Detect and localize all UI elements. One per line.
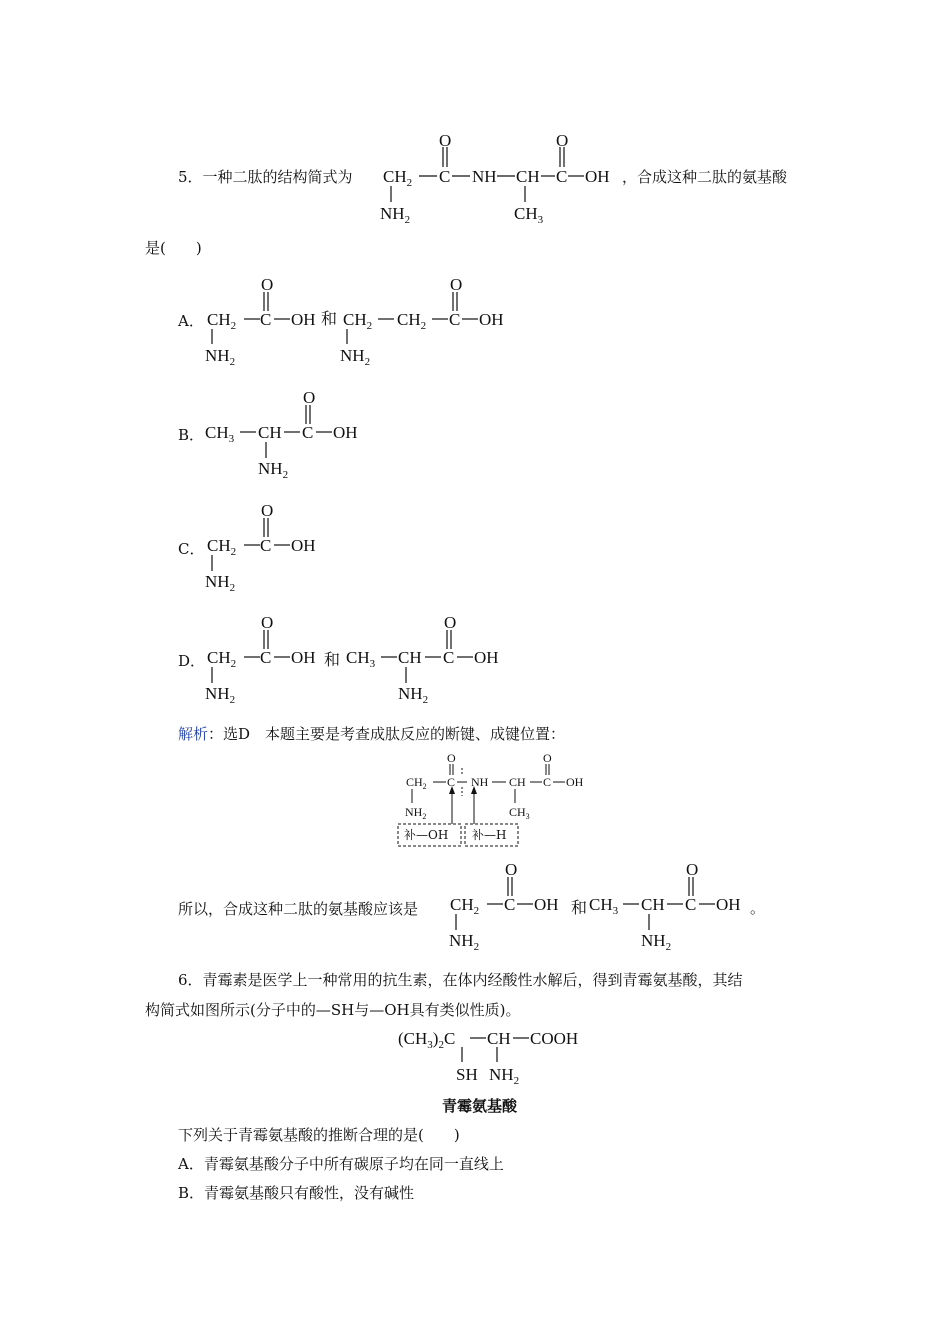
conclusion-end: 。	[750, 899, 766, 917]
svg-text:NH: NH	[472, 167, 497, 186]
svg-text:O: O	[439, 131, 452, 150]
svg-text:NH: NH	[471, 775, 489, 789]
svg-text:O: O	[447, 751, 456, 765]
svg-text:C: C	[449, 310, 461, 329]
box-add-h: 补—H	[472, 828, 507, 842]
svg-text:NH2: $NH_2$	[449, 931, 480, 953]
svg-text:NH2: $NH_2$	[405, 805, 427, 821]
q6-line1: 6．青霉素是医学上一种常用的抗生素，在体内经酸性水解后，得到青霉氨基酸，其结	[178, 971, 743, 989]
svg-text:O: O	[505, 860, 518, 879]
svg-text:CH2: $CH_2$	[207, 536, 237, 558]
svg-text:CH: CH	[641, 895, 665, 914]
svg-text:OH: OH	[474, 648, 499, 667]
svg-text:C: C	[504, 895, 516, 914]
svg-text:CH2: $CH_2$	[207, 310, 237, 332]
solution-text: ：选D 本题主要是考查成肽反应的断键、成键位置：	[208, 725, 566, 743]
svg-text:CH3: $CH_3$	[205, 423, 235, 445]
svg-text:NH2: $NH_2$	[380, 204, 411, 226]
svg-text:CH2: $CH_2$	[343, 310, 373, 332]
svg-text:(CH3)2C: $(CH_3)_2C$	[398, 1029, 456, 1051]
q6-option-a: A．青霉氨基酸分子中所有碳原子均在同一直线上	[178, 1155, 504, 1173]
svg-text:NH2: $NH_2$	[205, 346, 236, 368]
svg-text:NH2: $NH_2$	[258, 459, 289, 481]
q5-option-a-label: A．	[178, 312, 204, 330]
svg-text:OH: OH	[585, 167, 610, 186]
svg-text:CH2: $CH_2$	[207, 648, 237, 670]
svg-text:O: O	[543, 751, 552, 765]
q5-stem-before: 5．一种二肽的结构简式为	[178, 168, 353, 186]
option-a-connector: 和	[321, 309, 338, 328]
q5-option-d-label: D．	[178, 652, 206, 670]
svg-text:CH: CH	[487, 1029, 511, 1048]
svg-text:OH: OH	[291, 310, 316, 329]
svg-text:CH: CH	[516, 167, 540, 186]
solution-label: 解析	[178, 725, 209, 743]
svg-text:NH2: $NH_2$	[205, 684, 236, 706]
svg-text:CH2: $CH_2$	[383, 167, 413, 189]
conclusion-connector: 和	[571, 898, 588, 917]
svg-text:O: O	[450, 275, 463, 294]
svg-text:OH: OH	[534, 895, 559, 914]
svg-text:CH2: $CH_2$	[406, 775, 427, 791]
svg-text:C: C	[439, 167, 451, 186]
svg-text:O: O	[444, 613, 457, 632]
svg-text:O: O	[261, 613, 274, 632]
svg-text:OH: OH	[291, 536, 316, 555]
svg-text:C: C	[260, 648, 272, 667]
svg-text:O: O	[556, 131, 569, 150]
svg-text:C: C	[447, 775, 456, 789]
svg-text:COOH: COOH	[530, 1029, 579, 1048]
svg-text:O: O	[686, 860, 699, 879]
svg-text:OH: OH	[333, 423, 358, 442]
svg-text:CH3: $CH_3$	[509, 805, 530, 821]
svg-text:NH2: $NH_2$	[641, 931, 672, 953]
svg-text:CH3: $CH_3$	[514, 204, 544, 226]
svg-text:C: C	[260, 310, 272, 329]
svg-text:O: O	[303, 388, 316, 407]
svg-text:NH2: $NH_2$	[489, 1065, 520, 1087]
svg-text:C: C	[543, 775, 552, 789]
svg-text:SH: SH	[456, 1065, 478, 1084]
svg-text:OH: OH	[291, 648, 316, 667]
svg-text:C: C	[260, 536, 272, 555]
svg-text:NH2: $NH_2$	[205, 572, 236, 594]
svg-text:OH: OH	[479, 310, 504, 329]
svg-text:CH: CH	[509, 775, 526, 789]
svg-text:NH2: $NH_2$	[340, 346, 371, 368]
solution-conclusion: 所以，合成这种二肽的氨基酸应该是	[178, 900, 419, 918]
q6-question: 下列关于青霉氨基酸的推断合理的是( )	[178, 1126, 460, 1144]
q5-stem-after: ，合成这种二肽的氨基酸	[622, 168, 788, 186]
svg-text:C: C	[556, 167, 568, 186]
q6-line2: 构简式如图所示(分子中的—SH与—OH具有类似性质)。	[145, 1001, 521, 1019]
svg-text:CH: CH	[398, 648, 422, 667]
svg-text:CH3: $CH_3$	[589, 895, 619, 917]
svg-text:C: C	[685, 895, 697, 914]
svg-text:OH: OH	[566, 775, 584, 789]
option-d-connector: 和	[324, 650, 341, 669]
svg-text:CH: CH	[258, 423, 282, 442]
svg-text:NH2: $NH_2$	[398, 684, 429, 706]
svg-text:OH: OH	[716, 895, 741, 914]
q5-option-b-label: B．	[178, 426, 205, 444]
svg-text:CH2: $CH_2$	[450, 895, 480, 917]
svg-text:O: O	[261, 275, 274, 294]
svg-text:CH2: $CH_2$	[397, 310, 427, 332]
svg-text:C: C	[302, 423, 314, 442]
svg-text:C: C	[443, 648, 455, 667]
svg-text:O: O	[261, 501, 274, 520]
q5-option-c-label: C．	[178, 540, 205, 558]
structure-caption: 青霉氨基酸	[442, 1097, 518, 1115]
q6-option-b: B．青霉氨基酸只有酸性，没有碱性	[178, 1184, 415, 1202]
q5-stem-cont: 是( )	[145, 239, 202, 257]
svg-text:CH3: $CH_3$	[346, 648, 376, 670]
box-add-oh: 补—OH	[404, 828, 449, 842]
